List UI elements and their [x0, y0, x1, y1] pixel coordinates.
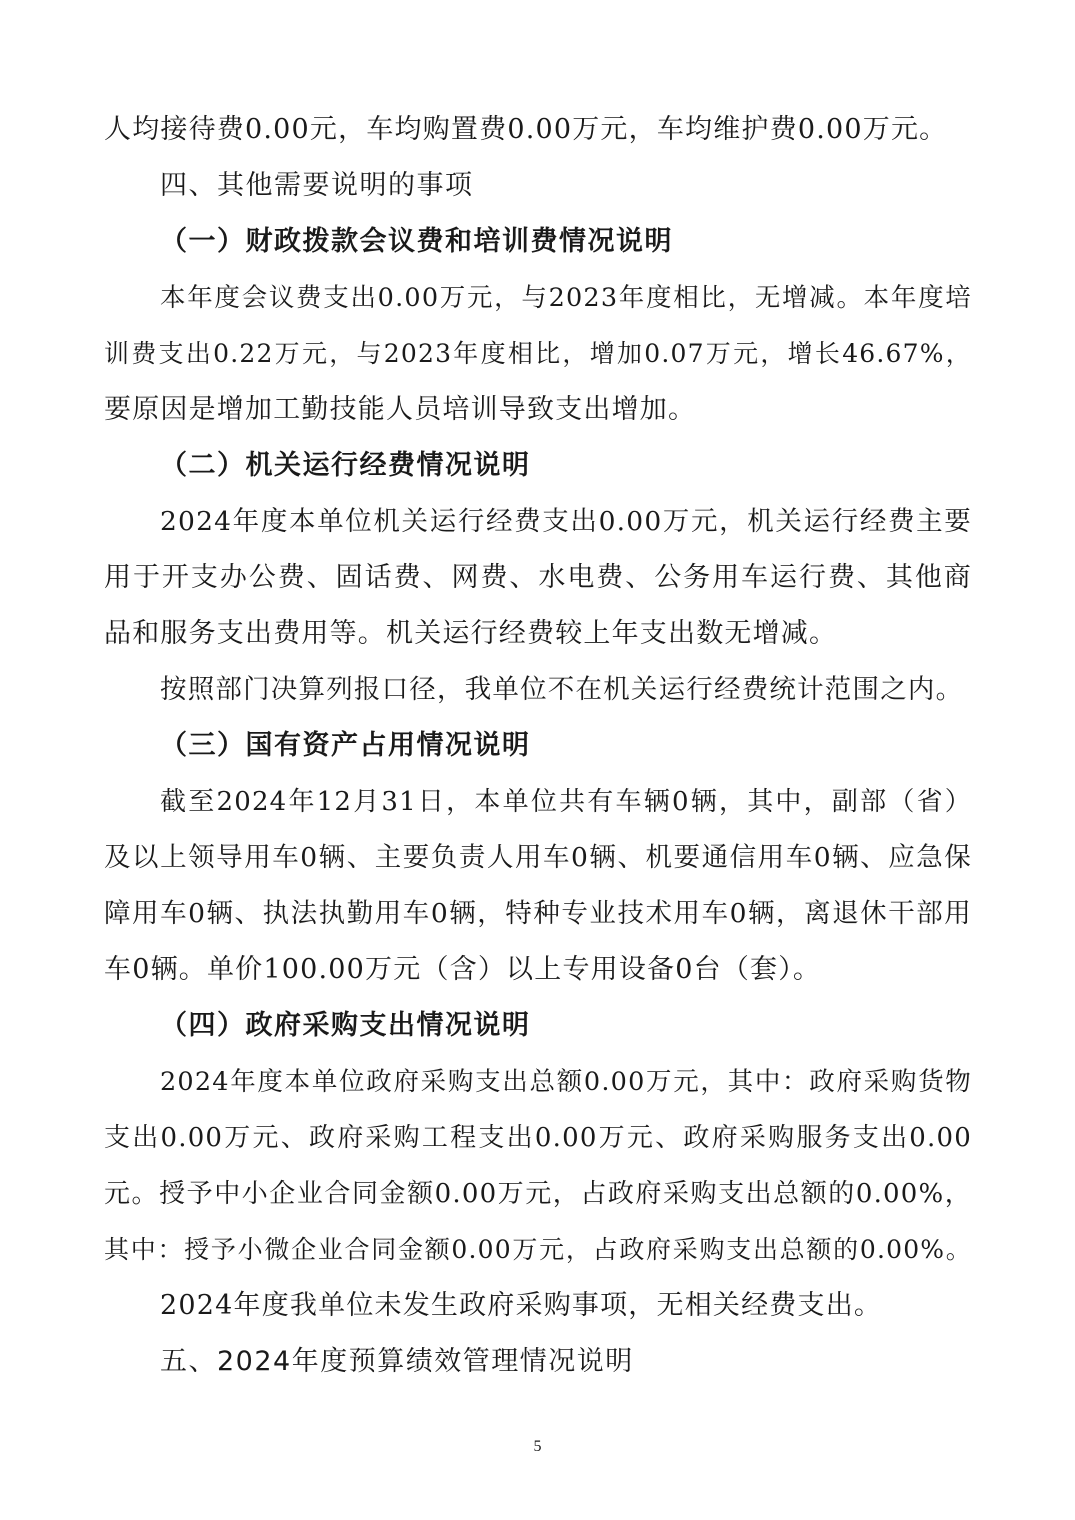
paragraph-line: 及以上领导用车0辆、主要负责人用车0辆、机要通信用车0辆、应急保: [104, 842, 972, 873]
paragraph-line: 元。授予中小企业合同金额0.00万元，占政府采购支出总额的0.00%，: [104, 1179, 972, 1209]
section-heading-other-matters: 四、其他需要说明的事项: [160, 170, 474, 201]
paragraph-line: 障用车0辆、执法执勤用车0辆，特种专业技术用车0辆，离退休干部用: [104, 898, 972, 929]
subsection-heading-operating-funds: （二）机关运行经费情况说明: [160, 450, 531, 481]
section-heading-performance: 五、2024年度预算绩效管理情况说明: [160, 1346, 634, 1377]
paragraph-line: 人均接待费0.00元，车均购置费0.00万元，车均维护费0.00万元。: [104, 114, 948, 145]
page-body: [104, 102, 972, 1390]
paragraph-line: 用于开支办公费、固话费、网费、水电费、公务用车运行费、其他商: [104, 562, 972, 593]
paragraph-line: 车0辆。单价100.00万元（含）以上专用设备0台（套）。: [104, 954, 822, 985]
paragraph-line: 本年度会议费支出0.00万元，与2023年度相比，无增减。本年度培: [160, 283, 972, 313]
paragraph-line: 2024年度本单位政府采购支出总额0.00万元，其中：政府采购货物: [160, 1067, 972, 1097]
paragraph-line: 按照部门决算列报口径，我单位不在机关运行经费统计范围之内。: [160, 674, 964, 705]
paragraph-line: 支出0.00万元、政府采购工程支出0.00万元、政府采购服务支出0.00: [104, 1123, 972, 1153]
page-number: 5: [533, 1438, 542, 1455]
paragraph-line: 品和服务支出费用等。机关运行经费较上年支出数无增减。: [104, 618, 838, 649]
paragraph-line: 2024年度本单位机关运行经费支出0.00万元，机关运行经费主要: [160, 506, 972, 537]
subsection-heading-procurement: （四）政府采购支出情况说明: [160, 1010, 531, 1041]
paragraph-line: 2024年度我单位未发生政府采购事项，无相关经费支出。: [160, 1290, 883, 1321]
paragraph-line: 训费支出0.22万元，与2023年度相比，增加0.07万元，增长46.67%，: [104, 339, 972, 368]
subsection-heading-meeting-training: （一）财政拨款会议费和培训费情况说明: [160, 226, 673, 257]
paragraph-line: 截至2024年12月31日，本单位共有车辆0辆，其中，副部（省）: [160, 787, 972, 817]
paragraph-line: 要原因是增加工勤技能人员培训导致支出增加。: [104, 394, 697, 425]
paragraph-line: 其中：授予小微企业合同金额0.00万元，占政府采购支出总额的0.00%。: [104, 1235, 972, 1264]
subsection-heading-state-assets: （三）国有资产占用情况说明: [160, 730, 531, 761]
